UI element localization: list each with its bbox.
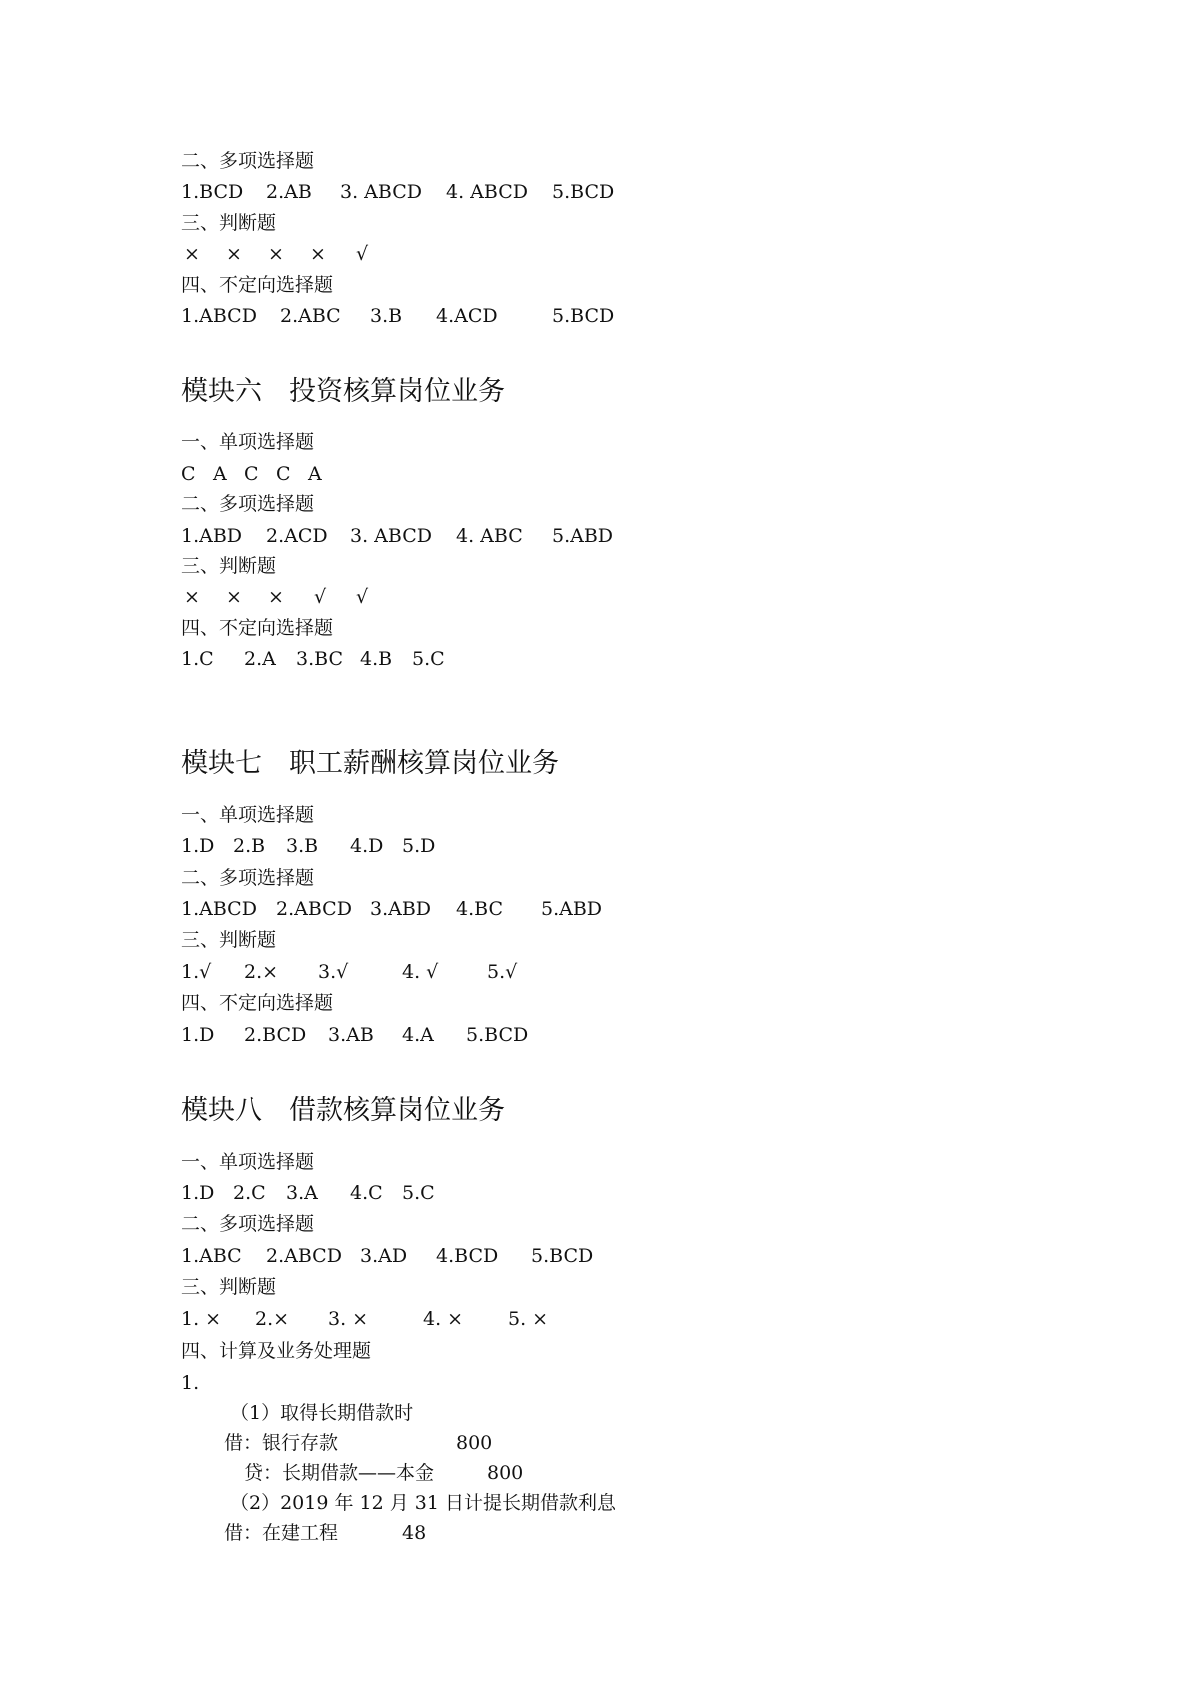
answer-item: 4.B: [360, 648, 393, 670]
answer-mark: ×: [268, 243, 284, 265]
answer-mark: √: [314, 586, 327, 608]
section-heading-true-false: 三、判断题: [181, 1276, 277, 1298]
answer-mark: ×: [268, 586, 284, 608]
answer-item: 1.D: [181, 1024, 215, 1046]
answer-item: 3.B: [286, 835, 319, 857]
answer-item: 5.ABD: [541, 898, 603, 920]
answer-mark: 5. ×: [508, 1308, 549, 1330]
answer-mark: 3. ×: [328, 1308, 369, 1330]
answer-mark: 2.×: [255, 1308, 290, 1330]
answer-mark: ×: [226, 586, 242, 608]
answer-item: 5.C: [402, 1182, 435, 1204]
section-heading-calculation: 四、计算及业务处理题: [181, 1340, 372, 1362]
answer-item: 2.C: [233, 1182, 266, 1204]
answer-item: 1.D: [181, 1182, 215, 1204]
answer-mark: 1. ×: [181, 1308, 222, 1330]
answer-mark: 1.√: [181, 961, 212, 983]
answer-item: A: [308, 463, 322, 485]
answer-item: 5.D: [402, 835, 436, 857]
answer-item: 5.BCD: [531, 1245, 594, 1267]
journal-credit-label: 贷：长期借款——本金: [244, 1462, 435, 1484]
answer-item: 4.ACD: [436, 305, 498, 327]
answer-item: 4.C: [350, 1182, 383, 1204]
answer-item: 1.D: [181, 835, 215, 857]
answer-item: 1.ABCD: [181, 898, 257, 920]
answer-item: 2.ABCD: [266, 1245, 342, 1267]
answer-item: C: [244, 463, 259, 485]
answer-item: 2.ABCD: [276, 898, 352, 920]
answer-item: C: [276, 463, 291, 485]
section-heading-multiple-choice: 二、多项选择题: [181, 493, 315, 515]
answer-item: 3.A: [286, 1182, 318, 1204]
answer-item: 2.A: [244, 648, 276, 670]
section-heading-indefinite-choice: 四、不定向选择题: [181, 617, 334, 639]
section-heading-multiple-choice: 二、多项选择题: [181, 150, 315, 172]
answer-item: 5.BCD: [466, 1024, 529, 1046]
journal-debit-amount: 800: [456, 1432, 493, 1454]
answer-item: 3. ABCD: [340, 181, 422, 203]
journal-credit-amount: 800: [487, 1462, 524, 1484]
answer-mark: ×: [184, 243, 200, 265]
answer-item: 2.ABC: [280, 305, 341, 327]
answer-item: 2.BCD: [244, 1024, 307, 1046]
section-heading-indefinite-choice: 四、不定向选择题: [181, 274, 334, 296]
module-6-title: 模块六 投资核算岗位业务: [181, 376, 505, 407]
answer-item: A: [213, 463, 227, 485]
section-heading-true-false: 三、判断题: [181, 929, 277, 951]
section-heading-indefinite-choice: 四、不定向选择题: [181, 992, 334, 1014]
answer-mark: 5.√: [487, 961, 518, 983]
answer-item: 2.B: [233, 835, 266, 857]
answer-item: 1.C: [181, 648, 214, 670]
section-heading-single-choice: 一、单项选择题: [181, 1151, 315, 1173]
step-heading: （1）取得长期借款时: [230, 1402, 414, 1424]
journal-debit-label: 借：银行存款: [224, 1432, 339, 1454]
answer-item: 4.A: [402, 1024, 434, 1046]
answer-mark: ×: [226, 243, 242, 265]
answer-mark: ×: [310, 243, 326, 265]
journal-debit-label: 借：在建工程: [224, 1522, 339, 1544]
step-heading: （2）2019 年 12 月 31 日计提长期借款利息: [230, 1492, 616, 1514]
answer-item: 4.BCD: [436, 1245, 499, 1267]
answer-item: C: [181, 463, 196, 485]
answer-item: 1.ABD: [181, 525, 243, 547]
answer-item: 3.B: [370, 305, 403, 327]
section-heading-single-choice: 一、单项选择题: [181, 804, 315, 826]
answer-mark: 2.×: [244, 961, 279, 983]
answer-item: 2.AB: [266, 181, 312, 203]
answer-item: 4.D: [350, 835, 384, 857]
answer-item: 3. ABCD: [350, 525, 432, 547]
answer-item: 4. ABC: [456, 525, 523, 547]
answer-item: 5.ABD: [552, 525, 614, 547]
answer-item: 4.BC: [456, 898, 503, 920]
module-8-title: 模块八 借款核算岗位业务: [181, 1095, 505, 1126]
answer-item: 3.AD: [360, 1245, 408, 1267]
question-number: 1.: [181, 1372, 200, 1394]
answer-mark: √: [356, 243, 369, 265]
answer-item: 3.ABD: [370, 898, 432, 920]
answer-mark: ×: [184, 586, 200, 608]
section-heading-true-false: 三、判断题: [181, 212, 277, 234]
answer-mark: 3.√: [318, 961, 349, 983]
answer-item: 5.BCD: [552, 305, 615, 327]
section-heading-single-choice: 一、单项选择题: [181, 431, 315, 453]
answer-mark: 4. ×: [423, 1308, 464, 1330]
answer-item: 5.BCD: [552, 181, 615, 203]
section-heading-multiple-choice: 二、多项选择题: [181, 867, 315, 889]
answer-item: 3.AB: [328, 1024, 374, 1046]
section-heading-true-false: 三、判断题: [181, 555, 277, 577]
journal-debit-amount: 48: [402, 1522, 427, 1544]
module-7-title: 模块七 职工薪酬核算岗位业务: [181, 748, 559, 779]
answer-item: 5.C: [412, 648, 445, 670]
answer-item: 1.BCD: [181, 181, 244, 203]
answer-item: 2.ACD: [266, 525, 328, 547]
section-heading-multiple-choice: 二、多项选择题: [181, 1213, 315, 1235]
answer-item: 1.ABC: [181, 1245, 242, 1267]
answer-mark: 4. √: [402, 961, 439, 983]
answer-item: 1.ABCD: [181, 305, 257, 327]
answer-item: 4. ABCD: [446, 181, 528, 203]
answer-item: 3.BC: [296, 648, 343, 670]
answer-mark: √: [356, 586, 369, 608]
